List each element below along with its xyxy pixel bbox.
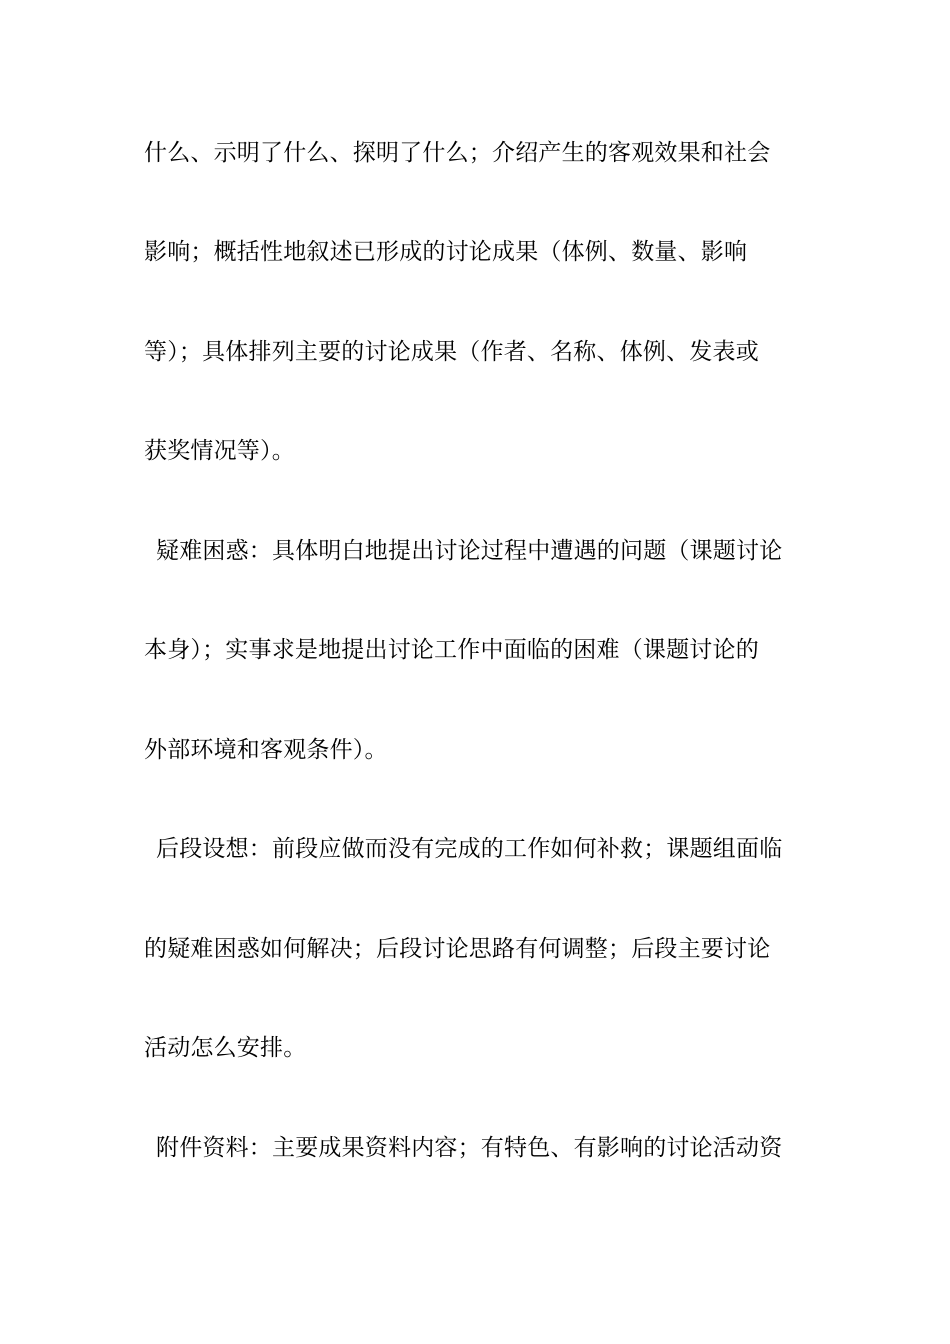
text-line-1: 什么、示明了什么、探明了什么；介绍产生的客观效果和社会 <box>144 140 771 166</box>
text-line-5: 疑难困惑：具体明白地提出讨论过程中遭遇的问题（课题讨论 <box>156 538 783 564</box>
text-line-8: 后段设想：前段应做而没有完成的工作如何补救；课题组面临 <box>156 836 783 862</box>
text-line-2: 影响；概括性地叙述已形成的讨论成果（体例、数量、影响 <box>144 239 748 265</box>
text-line-6: 本身）；实事求是地提出讨论工作中面临的困难（课题讨论的 <box>144 637 759 663</box>
text-line-11: 附件资料：主要成果资料内容；有特色、有影响的讨论活动资 <box>156 1135 783 1161</box>
text-line-7: 外部环境和客观条件）。 <box>144 737 388 763</box>
text-line-9: 的疑难困惑如何解决；后段讨论思路有何调整；后段主要讨论 <box>144 936 771 962</box>
text-line-10: 活动怎么安排。 <box>144 1035 307 1061</box>
text-line-4: 获奖情况等）。 <box>144 438 295 464</box>
text-line-3: 等）；具体排列主要的讨论成果（作者、名称、体例、发表或 <box>144 339 759 365</box>
